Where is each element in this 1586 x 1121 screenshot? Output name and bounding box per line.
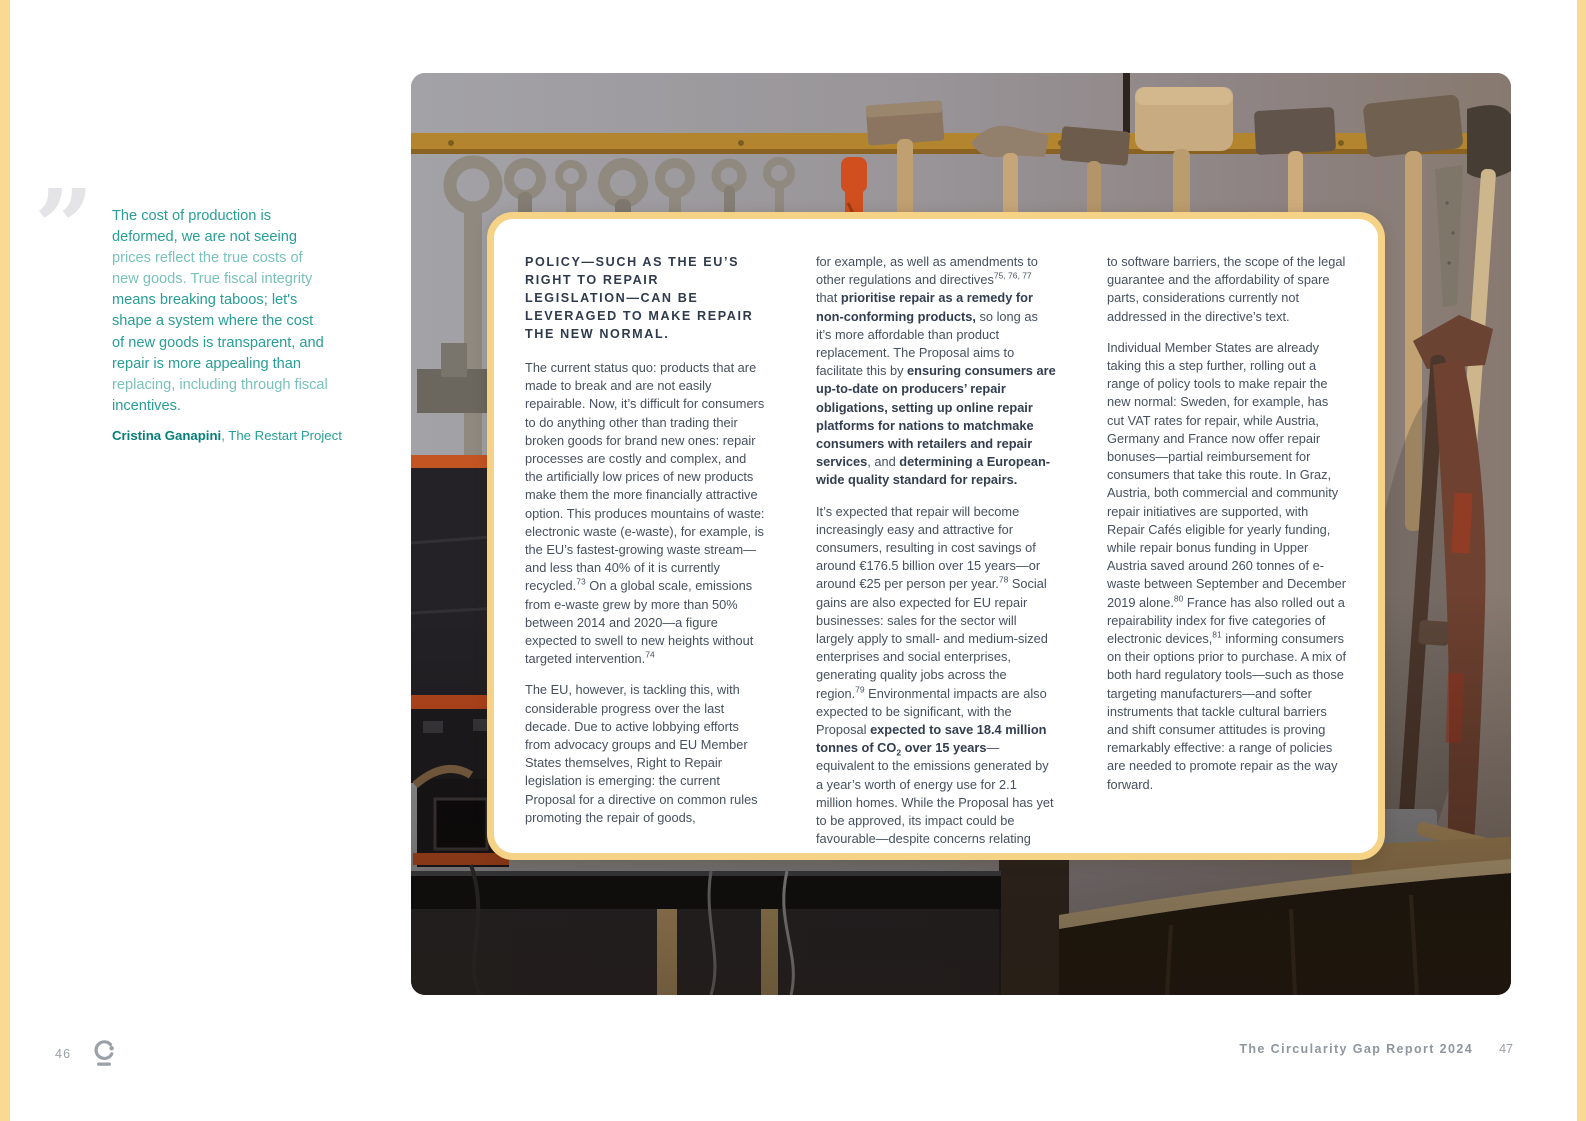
article-paragraph: The EU, however, is tackling this, with considerable progress over the last decade. Due to active lobbying efforts from advocacy groups and EU Member States themselves, Right to Repair legislation is emerging: the current Proposal for a directive on common rules promoting the repair of goods, bbox=[525, 682, 758, 825]
article-column-1 bbox=[525, 253, 765, 829]
page-number-left: 46 bbox=[55, 1046, 72, 1061]
article-paragraph: to software barriers, the scope of the legal guarantee and the affordability of spare parts, considerations currently not addressed in the directive’s text. bbox=[1107, 254, 1346, 324]
policy-article-card bbox=[487, 212, 1385, 860]
footer-right bbox=[1239, 1042, 1513, 1056]
article-heading: POLICY—SUCH AS THE EU’S RIGHT TO REPAIR LEGISLATION—CAN BE LEVERAGED TO MAKE REPAIR THE NEW NORMAL. bbox=[525, 255, 754, 341]
article-paragraph: It’s expected that repair will become increasingly easy and attractive for consumers, resulting in cost savings of around €176.5 billion over 15 years—or around €25 per person per year.$^{78}$ Social gains are also expected for EU repair businesses: sales for the sector will largely apply to small- and medium-sized enterprises and social enterprises, generating quality jobs across the region.$^{79}$ Environmental impacts are also expected to be significant, with the Proposal expected to save 18.4 million tonnes of $CO_2$ over 15 years—equivalent to the emissions generated by a year’s worth of energy use for 2.1 million homes. While the Proposal has yet to be approved, its impact could be favourable—despite concerns relating bbox=[816, 503, 1054, 847]
article-column-2 bbox=[816, 253, 1056, 847]
article-paragraph: Individual Member States are already taking this a step further, rolling out a range of policy tools to make repair the new normal: Sweden, for example, has cut VAT rates for repair, while Austria, Germany and France now offer repair bonuses—partial reimbursement for consumers that take this route. In Graz, Austria, both commercial and community repair initiatives are supported, with Repair Cafés eligible for yearly funding, while repair bonus funding in Upper Austria saved around 260 tonnes of e-waste between September and December 2019 alone.$^{80}$ France has also rolled out a repairability index for five categories of electronic devices,$^{81}$ informing consumers on their options prior to purchase. A mix of both hard regulatory tools—such as those targeting manufacturers—and softer instruments that tackle cultural barriers and shift consumer attitudes is proving remarkably effective: a range of policies are needed to promote repair as the way forward. bbox=[1107, 339, 1347, 792]
footer-left bbox=[55, 1040, 115, 1067]
article-paragraph: The current status quo: products that are made to break and are not easily repairable. Now, it’s difficult for consumers to do anything other than trading their broken goods for brand new ones: repair processes are costly and complex, and the artificially low prices of new products make them the more financially attractive option. This produces mountains of waste: electronic waste (e-waste), for example, is the EU’s fastest-growing waste stream—and less than 40% of it is currently recycled.$^{73}$ On a global scale, emissions from e-waste grew by more than 50% between 2014 and 2020—a figure expected to swell to new heights without targeted intervention.$^{74}$ bbox=[525, 360, 765, 667]
circle-economy-logo bbox=[93, 1040, 115, 1067]
right-accent-stripe bbox=[1577, 0, 1586, 1121]
quote-icon: ” bbox=[34, 166, 90, 289]
page-number-right: 47 bbox=[1499, 1042, 1513, 1056]
left-accent-stripe bbox=[0, 0, 10, 1121]
report-title: The Circularity Gap Report 2024 bbox=[1239, 1042, 1474, 1056]
photo-tool-rail bbox=[411, 133, 1511, 154]
article-paragraph: for example, as well as amendments to other regulations and directives$^{75, 76, 77}$ that prioritise repair as a remedy for non-conforming products, so long as it’s more affordable than product replacement. The Proposal aims to facilitate this by ensuring consumers are up-to-date on producers’ repair obligations, setting up online repair platforms for nations to matchmake consumers with retailers and repair services, and determining a European-wide quality standard for repairs. bbox=[816, 254, 1056, 488]
quote-text: The cost of production is deformed, we are not seeing prices reflect the true costs of new goods. True fiscal integrity means breaking taboos; let's shape a system where the cost of new goods is transparent, and repair is more appealing than replacing, including through fiscal incentives. bbox=[112, 208, 328, 414]
quote-attribution: Cristina Ganapini, The Restart Project bbox=[112, 428, 342, 443]
article-column-3 bbox=[1107, 253, 1347, 829]
